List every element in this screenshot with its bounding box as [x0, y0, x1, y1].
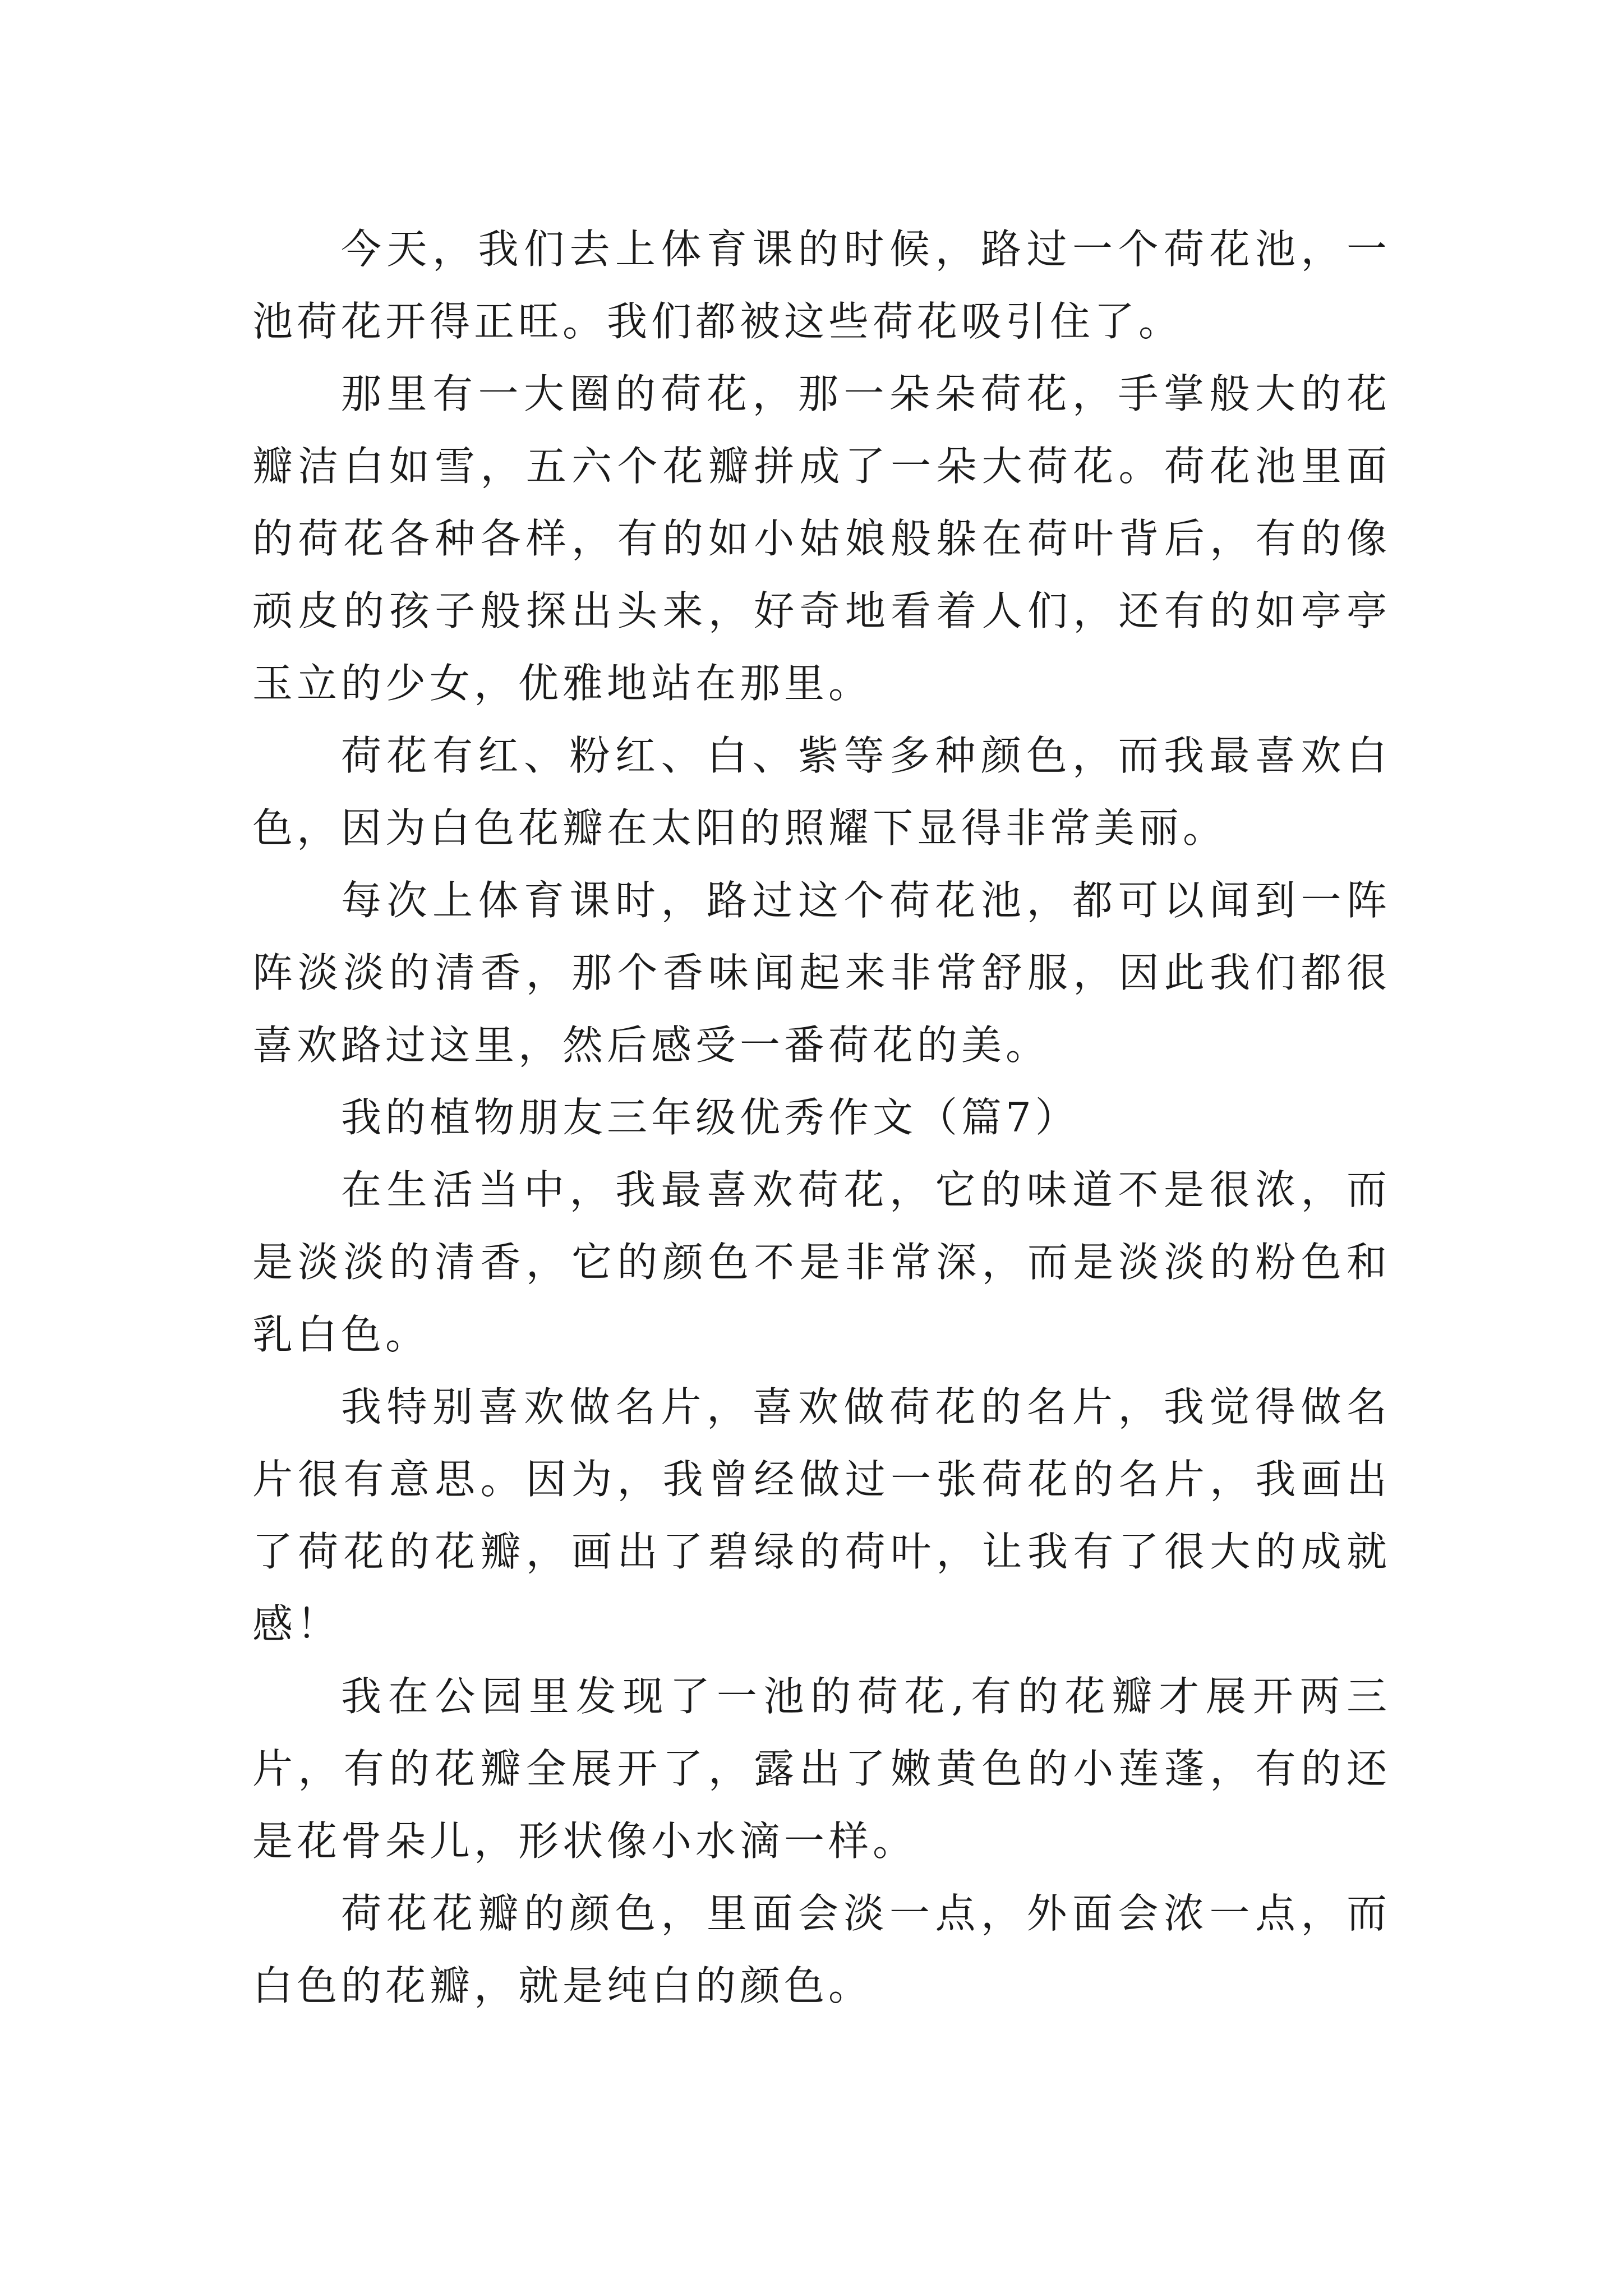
paragraph: 今天，我们去上体育课的时候，路过一个荷花池，一池荷花开得正旺。我们都被这些荷花吸引住了。 [252, 226, 1391, 345]
paragraph: 我在公园里发现了一池的荷花,有的花瓣才展开两三片，有的花瓣全展开了，露出了嫩黄色的小莲蓬，有的还是花骨朵儿，形状像小水滴一样。 [252, 1673, 1391, 1865]
document-body [252, 213, 1391, 2022]
paragraph: 在生活当中，我最喜欢荷花，它的味道不是很浓，而是淡淡的清香，它的颜色不是非常深，而是淡淡的粉色和乳白色。 [252, 1166, 1391, 1358]
paragraph: 那里有一大圈的荷花，那一朵朵荷花，手掌般大的花瓣洁白如雪，五六个花瓣拼成了一朵大荷花。荷花池里面的荷花各种各样，有的如小姑娘般躲在荷叶背后，有的像顽皮的孩子般探出头来，好奇地看着人们，还有的如亭亭玉立的少女，优雅地站在那里。 [252, 370, 1391, 707]
paragraph: 每次上体育课时，路过这个荷花池，都可以闻到一阵阵淡淡的清香，那个香味闻起来非常舒服，因此我们都很喜欢路过这里，然后感受一番荷花的美。 [252, 877, 1391, 1069]
paragraph: 我特别喜欢做名片，喜欢做荷花的名片，我觉得做名片很有意思。因为，我曾经做过一张荷花的名片，我画出了荷花的花瓣，画出了碧绿的荷叶，让我有了很大的成就感！ [252, 1383, 1391, 1648]
paragraph: 荷花花瓣的颜色，里面会淡一点，外面会浓一点，而白色的花瓣，就是纯白的颜色。 [252, 1890, 1391, 2009]
section-heading: 我的植物朋友三年级优秀作文（篇7） [341, 1094, 1080, 1141]
paragraph: 荷花有红、粉红、白、紫等多种颜色，而我最喜欢白色，因为白色花瓣在太阳的照耀下显得非常美丽。 [252, 732, 1391, 852]
